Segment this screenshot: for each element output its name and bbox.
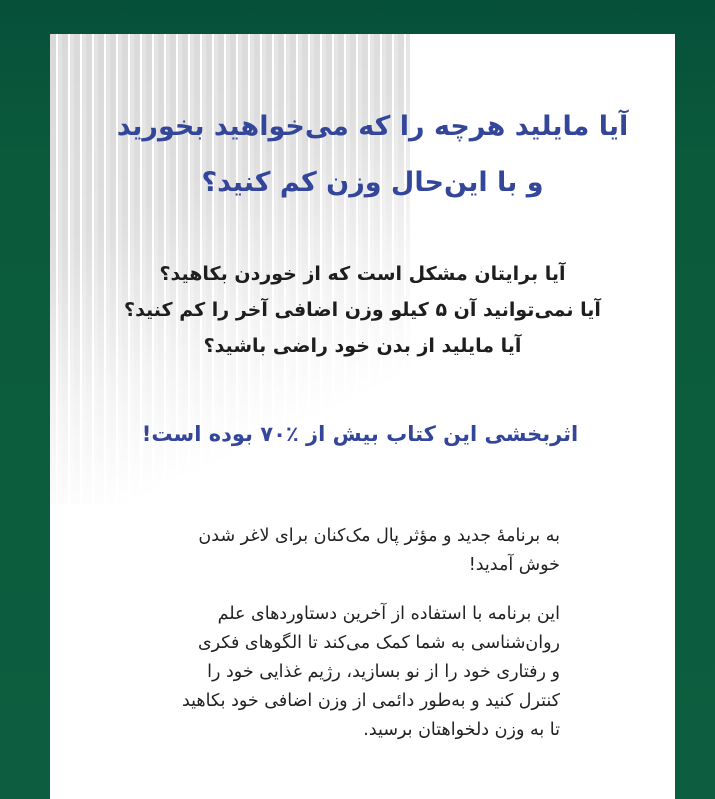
- description-line: کنترل کنید و به‌طور دائمی از وزن اضافی خود بکاهید: [181, 691, 560, 711]
- description-line: روان‌شناسی به شما کمک می‌کند تا الگوهای فکری: [197, 633, 560, 653]
- question-line: آیا برایتان مشکل است که از خوردن بکاهید؟: [159, 263, 566, 285]
- question-list: [90, 256, 635, 364]
- description-line: تا به وزن دلخواهتان برسید.: [363, 720, 560, 740]
- description-line: و رفتاری خود را از نو بسازید، رژیم غذایی خود را: [207, 662, 560, 682]
- efficacy-claim: اثربخشی این کتاب بیش از ٪۷۰ بوده است!: [141, 422, 579, 446]
- headline-line: و با این‌حال وزن کم کنید؟: [201, 167, 544, 198]
- description-line: خوش آمدید!: [468, 555, 560, 575]
- description-line: این برنامه با استفاده از آخرین دستاوردهای علم: [217, 604, 560, 624]
- question-line: آیا مایلید از بدن خود راضی باشید؟: [203, 335, 522, 357]
- description-line: به برنامۀ جدید و مؤثر پال مک‌کنان برای لاغر شدن: [198, 526, 560, 546]
- back-cover-panel: [50, 34, 675, 799]
- cover-content: [50, 34, 675, 799]
- description-paragraph: [160, 522, 560, 580]
- headline-line: آیا مایلید هرچه را که می‌خواهید بخورید: [116, 111, 629, 142]
- description: [160, 522, 560, 765]
- question-line: آیا نمی‌توانید آن ۵ کیلو وزن اضافی آخر را کم کنید؟: [124, 299, 601, 321]
- description-paragraph: [160, 600, 560, 745]
- headline: [110, 99, 635, 211]
